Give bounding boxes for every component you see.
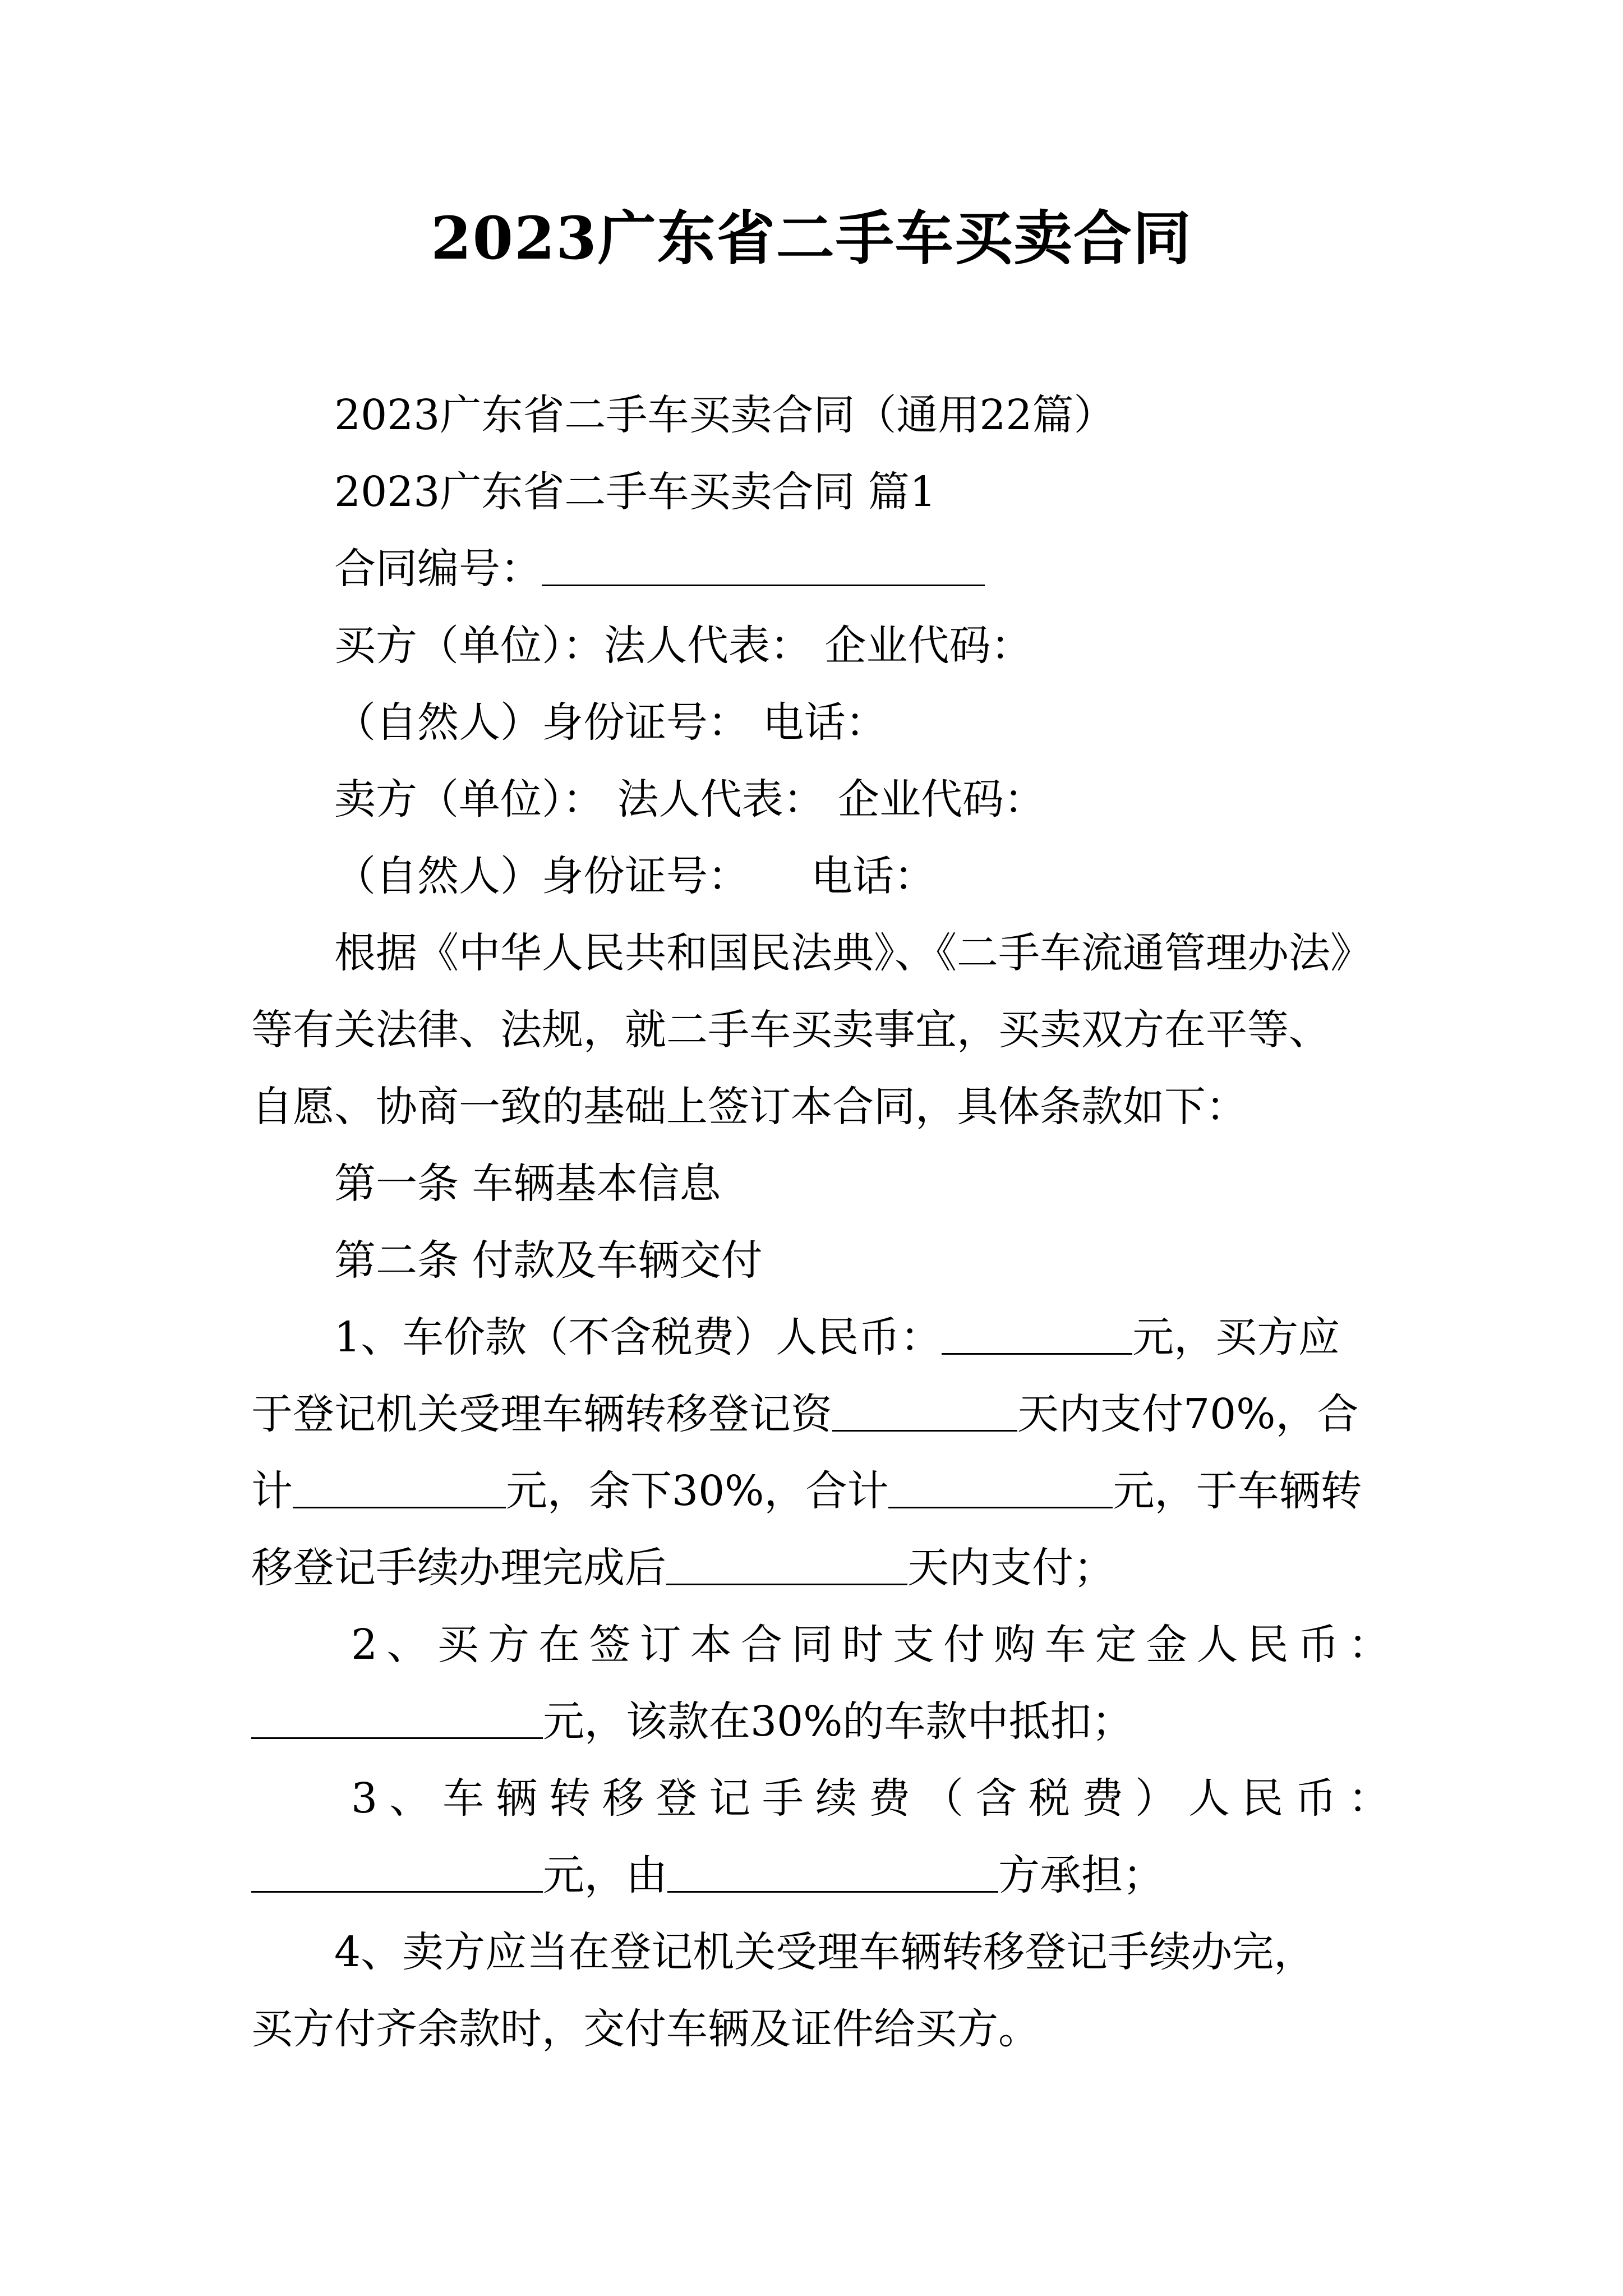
buyer-unit-line: 买方（单位）：法人代表： 企业代码： [334, 622, 1032, 670]
seller-person-line [251, 838, 1390, 915]
price-blank [942, 1314, 1132, 1355]
buyer-person-line: （自然人）身份证号： 电话： [334, 698, 887, 747]
amount-30-blank [888, 1467, 1113, 1508]
doc-subtitle: 2023广东省二手车买卖合同（通用22篇） [334, 391, 1115, 439]
clause-3-line-1: 3、车辆转移登记手续费（含税费）人民币： [351, 1774, 1390, 1823]
fee-blank [251, 1852, 543, 1893]
clause-3-text-b: 元，由 [543, 1851, 667, 1899]
document-body [251, 377, 1390, 2068]
contract-number-blank [542, 545, 985, 586]
contract-number-line [251, 531, 1390, 608]
section-heading: 2023广东省二手车买卖合同 篇1 [334, 468, 936, 516]
intro-line-3: 自愿、协商一致的基础上签订本合同，具体条款如下： [251, 1083, 1247, 1131]
intro-line-2: 等有关法律、法规，就二手车买卖事宜，买卖双方在平等、 [251, 1006, 1330, 1054]
clause-3-line-2 [251, 1837, 1390, 1914]
clause-1-text-d: 天内支付70%，合 [1017, 1390, 1359, 1438]
clause-3-text-c: 方承担； [998, 1851, 1164, 1899]
clause-1-line-4 [251, 1530, 1390, 1607]
seller-person-phone: 电话： [811, 852, 935, 900]
party-blank [667, 1852, 998, 1893]
seller-unit-line: 卖方（单位）： 法人代表： 企业代码： [334, 775, 1046, 823]
clause-4-line-1: 4、卖方应当在登记机关受理车辆转移登记手续办完， [334, 1928, 1316, 1976]
clause-1-text-a: 1、车价款（不含税费）人民币： [334, 1313, 942, 1361]
clause-1-text-e: 计 [251, 1467, 293, 1515]
clause-1-text-c: 于登记机关受理车辆转移登记资 [251, 1390, 832, 1438]
days-blank-2 [666, 1544, 907, 1585]
article-1-heading: 第一条 车辆基本信息 [334, 1159, 721, 1208]
clause-1-text-i: 天内支付； [907, 1544, 1115, 1592]
seller-person-id: （自然人）身份证号： [334, 852, 749, 900]
intro-line-1: 根据《中华人民共和国民法典》、《二手车流通管理办法》 [334, 929, 1372, 977]
clause-2-line-2 [251, 1683, 1390, 1760]
clause-1-line-2 [251, 1376, 1390, 1453]
clause-2-line-1: 2、买方在签订本合同时支付购车定金人民币： [351, 1621, 1390, 1669]
days-blank-1 [832, 1391, 1017, 1432]
page-title: 2023广东省二手车买卖合同 [431, 204, 1192, 273]
clause-1-line-1 [251, 1299, 1390, 1376]
clause-1-text-h: 移登记手续办理完成后 [251, 1544, 666, 1592]
deposit-blank [251, 1698, 543, 1739]
contract-number-label: 合同编号： [334, 545, 542, 593]
clause-1-text-b: 元，买方应 [1132, 1313, 1340, 1361]
clause-1-text-f: 元，余下30%，合计 [506, 1467, 889, 1515]
clause-1-line-3 [251, 1453, 1390, 1530]
clause-4-line-2: 买方付齐余款时，交付车辆及证件给买方。 [251, 2005, 1040, 2053]
clause-2-text-b: 元，该款在30%的车款中抵扣； [543, 1697, 1133, 1746]
article-2-heading: 第二条 付款及车辆交付 [334, 1236, 763, 1285]
amount-70-blank [293, 1467, 506, 1508]
clause-1-text-g: 元，于车辆转 [1113, 1467, 1362, 1515]
